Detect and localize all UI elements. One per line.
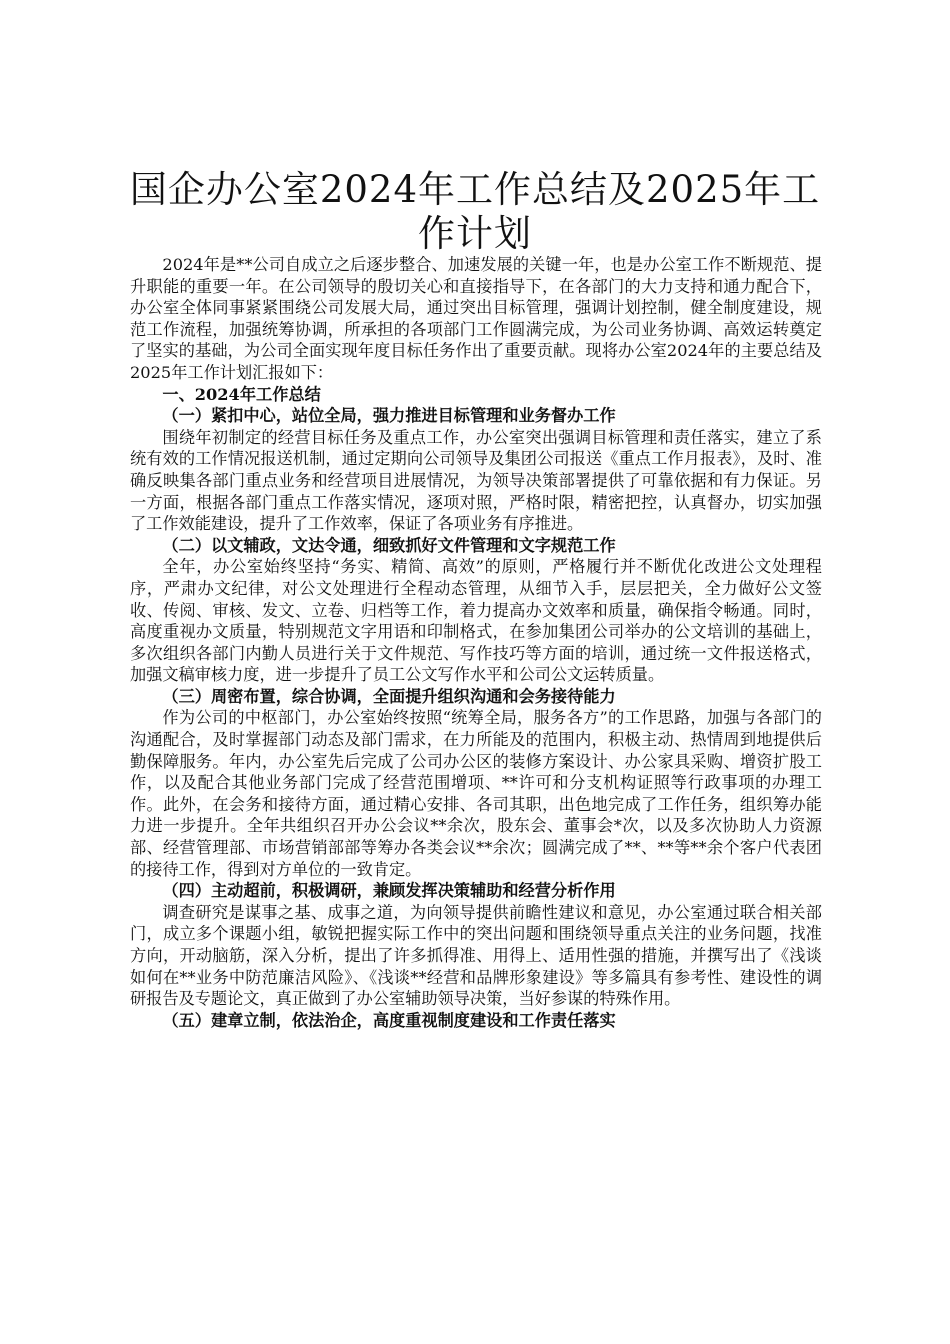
subsection-paragraph-1: 围绕年初制定的经营目标任务及重点工作，办公室突出强调目标管理和责任落实，建立了系统有效的工作情况报送机制，通过定期向公司领导及集团公司报送《重点工作月报表》，及时、准确反映集各部门重点业务和经营项目进展情况，为领导决策部署提供了可靠依据和有力保证。另一方面，根据各部门重点工作落实情况，逐项对照，严格时限，精密把控，认真督办，切实加强了工作效能建设，提升了工作效率，保证了各项业务有序推进。 [130, 427, 822, 534]
document-body [130, 254, 822, 1031]
subsection-paragraph-4: 调查研究是谋事之基、成事之道，为向领导提供前瞻性建议和意见，办公室通过联合相关部门，成立多个课题小组，敏锐把握实际工作中的突出问题和围绕领导重点关注的业务问题，找准方向，开动脑筋，深入分析，提出了许多抓得准、用得上、适用性强的措施，并撰写出了《浅谈如何在**业务中防范廉洁风险》、《浅谈**经营和品牌形象建设》等多篇具有参考性、建设性的调研报告及专题论文，真正做到了办公室辅助领导决策，当好参谋的特殊作用。 [130, 902, 822, 1009]
intro-paragraph: 2024年是**公司自成立之后逐步整合、加速发展的关键一年，也是办公室工作不断规范、提升职能的重要一年。在公司领导的殷切关心和直接指导下，在各部门的大力支持和通力配合下，办公室全体同事紧紧围绕公司发展大局，通过突出目标管理，强调计划控制，健全制度建设，规范工作流程，加强统筹协调，所承担的各项部门工作圆满完成，为公司业务协调、高效运转奠定了坚实的基础，为公司全面实现年度目标任务作出了重要贡献。现将办公室2024年的主要总结及2025年工作计划汇报如下： [130, 255, 822, 382]
subsection-heading-5: （五）建章立制，依法治企，高度重视制度建设和工作责任落实 [162, 1010, 616, 1030]
subsection-heading-3: （三）周密布置，综合协调，全面提升组织沟通和会务接待能力 [162, 686, 616, 706]
subsection-heading-4: （四）主动超前，积极调研，兼顾发挥决策辅助和经营分析作用 [162, 881, 616, 901]
subsection-paragraph-3: 作为公司的中枢部门，办公室始终按照“统筹全局，服务各方”的工作思路，加强与各部门的沟通配合，及时掌握部门动态及部门需求，在力所能及的范围内，积极主动、热情周到地提供后勤保障服务。年内，办公室先后完成了公司办公区的装修方案设计、办公家具采购、增资扩股工作，以及配合其他业务部门完成了经营范围增项、**许可和分支机构证照等行政事项的办理工作。此外，在会务和接待方面，通过精心安排、各司其职，出色地完成了工作任务，组织筹办能力进一步提升。全年共组织召开办公会议**余次，股东会、董事会*次，以及多次协助人力资源部、经营管理部、市场营销部部等筹办各类会议**余次；圆满完成了**、**等**余个客户代表团的接待工作，得到对方单位的一致肯定。 [130, 708, 822, 879]
subsection-heading-2: （二）以文辅政，文达令通，细致抓好文件管理和文字规范工作 [162, 535, 616, 555]
document-title: 国企办公室2024年工作总结及2025年工作计划 [129, 168, 821, 255]
subsection-heading-1: （一）紧扣中心，站位全局，强力推进目标管理和业务督办工作 [162, 406, 616, 426]
section-heading: 一、2024年工作总结 [162, 384, 321, 404]
subsection-paragraph-2: 全年，办公室始终坚持“务实、精简、高效”的原则，严格履行并不断优化改进公文处理程序，严肃办文纪律，对公文处理进行全程动态管理，从细节入手，层层把关，全力做好公文签收、传阅、审核、发文、立卷、归档等工作，着力提高办文效率和质量，确保指令畅通。同时，高度重视办文质量，特别规范文字用语和印制格式，在参加集团公司举办的公文培训的基础上，多次组织各部门内勤人员进行关于文件规范、写作技巧等方面的培训，通过统一文件报送格式，加强文稿审核力度，进一步提升了员工公文写作水平和公司公文运转质量。 [130, 557, 822, 685]
